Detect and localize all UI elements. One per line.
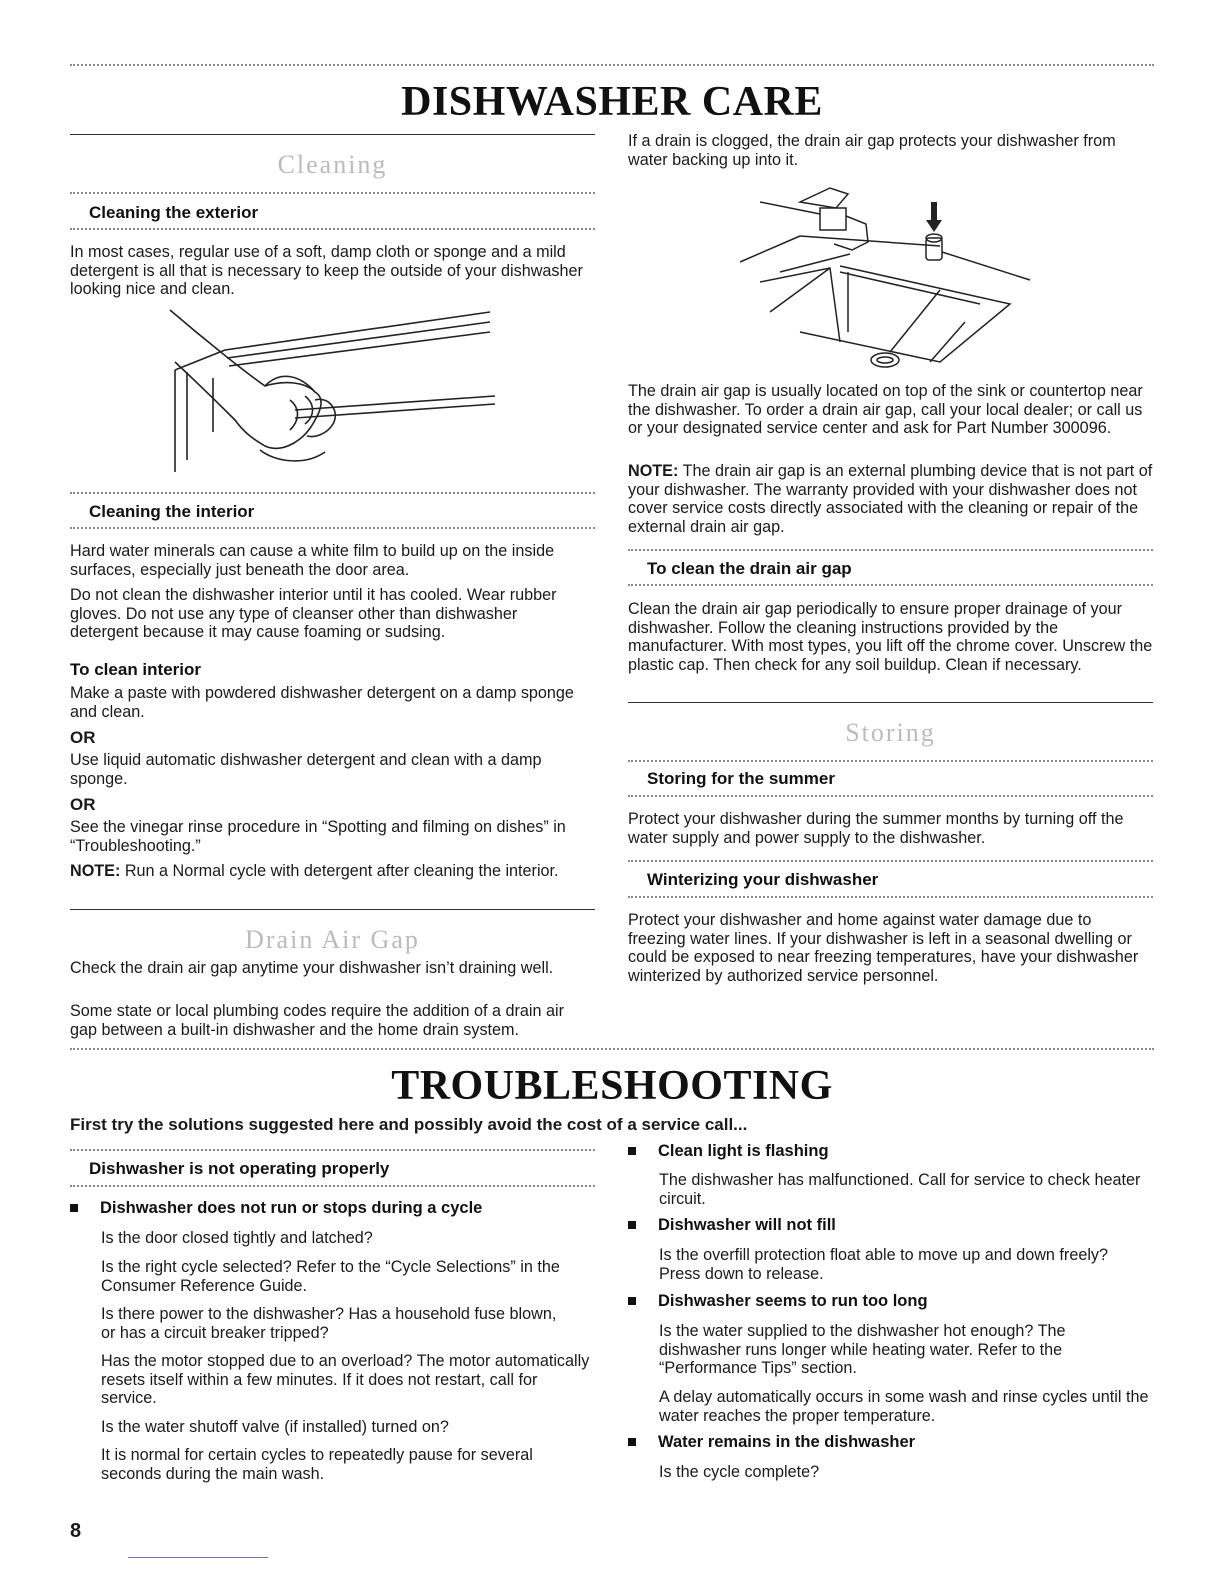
page-number: 8: [70, 1520, 82, 1542]
heading-to-clean-drain-air-gap: To clean the drain air gap: [647, 559, 852, 578]
heading-cleaning-interior: Cleaning the interior: [89, 502, 255, 521]
page-title: DISHWASHER CARE: [401, 79, 823, 125]
drain-text-4: The drain air gap is usually located on top of the sink or countertop near the dishwasher. To order a drain air gap, call your local dealer; or call us or your designated service center and ask for Part Number 300096.: [628, 382, 1143, 438]
trouble-para: Is the water shutoff valve (if installed) turned on?: [101, 1418, 449, 1436]
section-title-drain-air-gap: Drain Air Gap: [245, 925, 420, 954]
bullet-icon: [70, 1204, 78, 1212]
interior-note: [70, 862, 570, 881]
divider: [70, 228, 595, 230]
drain-rule: [70, 909, 595, 910]
note-text: Run a Normal cycle with detergent after cleaning the interior.: [120, 862, 559, 880]
storing-rule: [628, 702, 1153, 703]
exterior-text: In most cases, regular use of a soft, damp cloth or sponge and a mild detergent is all that is necessary to keep the outside of your dishwasher looking nice and clean.: [70, 243, 583, 299]
trouble-item-title: Dishwasher does not run or stops during a cycle: [100, 1199, 483, 1217]
interior-text-2: Do not clean the dishwasher interior until it has cooled. Wear rubber gloves. Do not use any type of cleanser other than dishwasher detergent because it may cause foaming or sudsing.: [70, 586, 557, 642]
trouble-para: Has the motor stopped due to an overload? The motor automatically resets itself within a few minutes. If it does not restart, call for service.: [101, 1352, 590, 1408]
summer-text: Protect your dishwasher during the summer months by turning off the water supply and power supply to the dishwasher.: [628, 810, 1124, 847]
top-rule: [70, 64, 1154, 66]
heading-storing-summer: Storing for the summer: [647, 769, 835, 788]
wiping-exterior-illustration: [165, 300, 505, 480]
divider: [628, 549, 1153, 551]
divider: [628, 760, 1153, 762]
divider: [70, 492, 595, 494]
section-title-storing: Storing: [845, 718, 936, 747]
heading-not-operating: Dishwasher is not operating properly: [89, 1159, 390, 1178]
heading-cleaning-exterior: Cleaning the exterior: [89, 203, 259, 222]
trouble-para: Is the door closed tightly and latched?: [101, 1229, 373, 1247]
trouble-item: [628, 1292, 1153, 1311]
trouble-item: [70, 1199, 595, 1218]
trouble-para: Is the overfill protection float able to move up and down freely? Press down to release.: [659, 1246, 1109, 1283]
drain-note: [628, 462, 1153, 536]
divider: [70, 1149, 595, 1151]
trouble-para: It is normal for certain cycles to repeatedly pause for several seconds during the main wash.: [101, 1446, 533, 1483]
trouble-item-title: Clean light is flashing: [658, 1142, 829, 1160]
bullet-icon: [628, 1438, 636, 1446]
divider: [70, 527, 595, 529]
drain-text-2: Some state or local plumbing codes require the addition of a drain air gap between a built-in dishwasher and the home drain system.: [70, 1002, 565, 1039]
mid-rule: [70, 1048, 1154, 1050]
interior-option-3: See the vinegar rinse procedure in “Spotting and filming on dishes” in “Troubleshooting.”: [70, 818, 566, 855]
or-label: OR: [70, 795, 96, 814]
trouble-para: Is the right cycle selected? Refer to the “Cycle Selections” in the Consumer Reference Guide.: [101, 1258, 560, 1295]
troubleshooting-title: TROUBLESHOOTING: [391, 1063, 833, 1109]
bullet-icon: [628, 1147, 636, 1155]
drain-text-1: Check the drain air gap anytime your dishwasher isn’t draining well.: [70, 959, 554, 977]
trouble-para: Is the cycle complete?: [659, 1463, 820, 1481]
bullet-icon: [628, 1297, 636, 1305]
trouble-item: [628, 1142, 1153, 1161]
footer-rule: [128, 1557, 268, 1558]
interior-text-1: Hard water minerals can cause a white film to build up on the inside surfaces, especially just beneath the door area.: [70, 542, 555, 579]
heading-to-clean-interior: To clean interior: [70, 660, 201, 679]
trouble-para: A delay automatically occurs in some wash and rinse cycles until the water reaches the proper temperature.: [659, 1388, 1149, 1425]
note-label: NOTE:: [628, 462, 679, 480]
trouble-item-title: Water remains in the dishwasher: [658, 1433, 916, 1451]
bullet-icon: [628, 1221, 636, 1229]
heading-winterizing: Winterizing your dishwasher: [647, 870, 879, 889]
winter-text: Protect your dishwasher and home against water damage due to freezing water lines. If your dishwasher is left in a seasonal dwelling or could be exposed to near freezing temperatures, have your dishwasher winterized by authorized service personnel.: [628, 911, 1139, 985]
or-label: OR: [70, 728, 96, 747]
divider: [628, 584, 1153, 586]
drain-text-3: If a drain is clogged, the drain air gap protects your dishwasher from water backing up into it.: [628, 132, 1116, 169]
note-text: The drain air gap is an external plumbing device that is not part of your dishwasher. The warranty provided with your dishwasher does not cover service costs directly associated with the cleaning or repair of the external drain air gap.: [628, 462, 1153, 536]
interior-option-1: Make a paste with powdered dishwasher detergent on a damp sponge and clean.: [70, 684, 574, 721]
divider: [70, 1185, 595, 1187]
section-title-cleaning: Cleaning: [277, 150, 388, 179]
trouble-item: [628, 1216, 1153, 1235]
drain-air-gap-illustration: [740, 172, 1040, 372]
troubleshooting-intro: First try the solutions suggested here and possibly avoid the cost of a service call...: [70, 1115, 748, 1134]
trouble-item: [628, 1433, 1153, 1452]
divider: [628, 896, 1153, 898]
interior-option-2: Use liquid automatic dishwasher detergent and clean with a damp sponge.: [70, 751, 542, 788]
note-label: NOTE:: [70, 862, 121, 880]
trouble-para: Is there power to the dishwasher? Has a household fuse blown, or has a circuit breaker tripped?: [101, 1305, 557, 1342]
divider: [628, 860, 1153, 862]
trouble-item-title: Dishwasher seems to run too long: [658, 1292, 928, 1310]
to-clean-drain-text: Clean the drain air gap periodically to ensure proper drainage of your dishwasher. Follow the cleaning instructions provided by the manufacturer. With most types, you lift off the chrome cover. Unscrew the plastic cap. Then check for any soil buildup. Clean if necessary.: [628, 600, 1153, 674]
trouble-para: Is the water supplied to the dishwasher hot enough? The dishwasher runs longer while heating water. Refer to the “Performance Tips” section.: [659, 1322, 1066, 1378]
divider: [628, 795, 1153, 797]
trouble-para: The dishwasher has malfunctioned. Call for service to check heater circuit.: [659, 1171, 1141, 1208]
cleaning-rule: [70, 134, 595, 135]
trouble-item-title: Dishwasher will not fill: [658, 1216, 836, 1234]
divider: [70, 192, 595, 194]
